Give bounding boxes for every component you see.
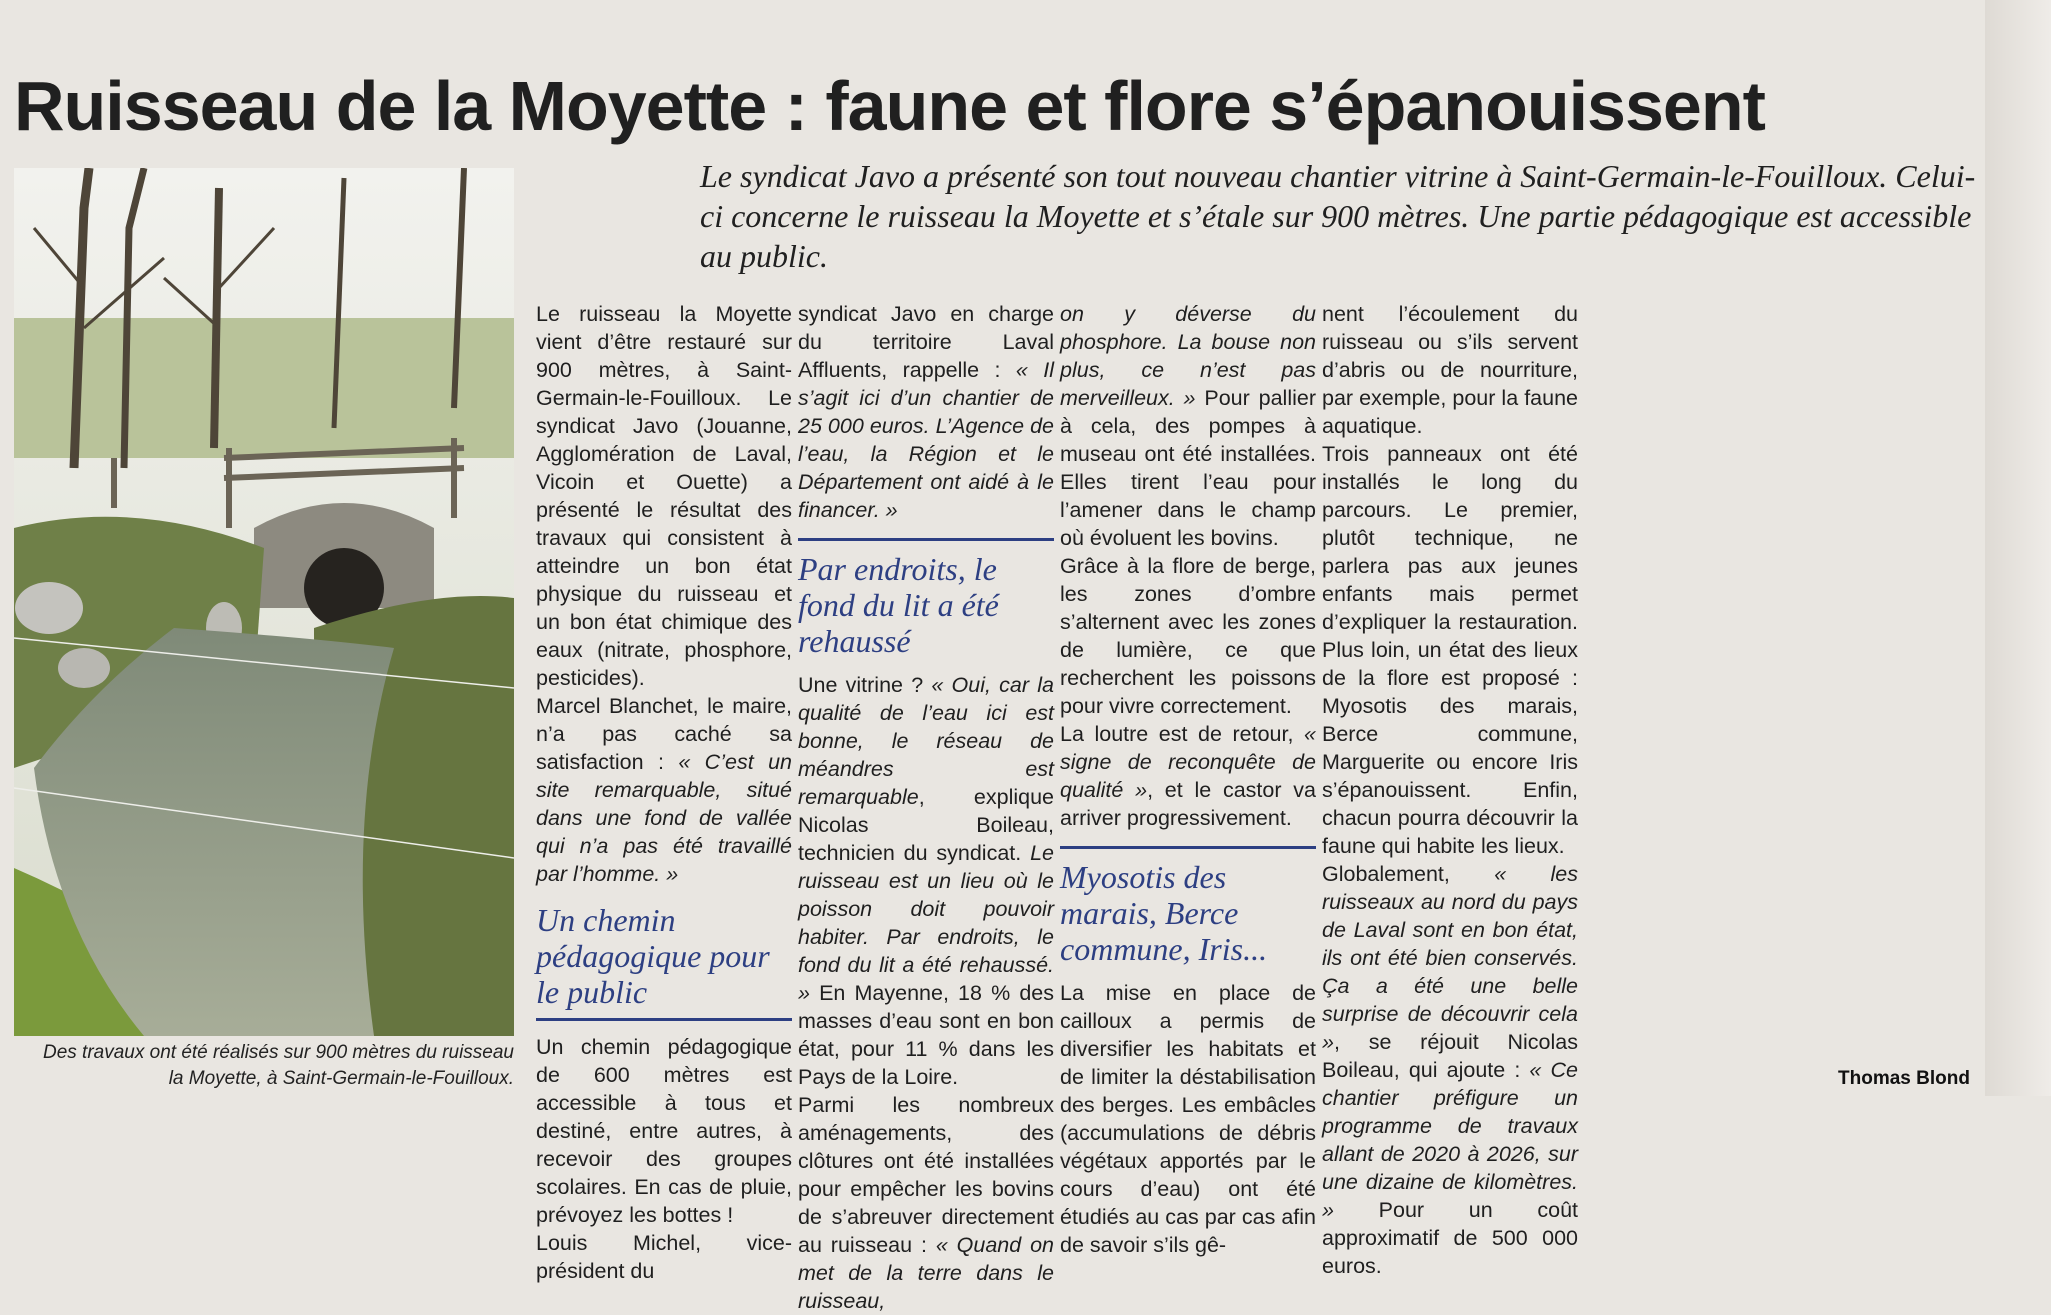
text-run: Globalement,: [1322, 862, 1495, 886]
paragraph: [798, 671, 1054, 1091]
quote: on y déverse du phosphore. La bouse non plus, ce n’est pas merveilleux. »: [1060, 302, 1316, 410]
article-column-2: [798, 300, 1054, 1315]
paragraph: [1060, 300, 1316, 552]
paragraph: [1322, 860, 1578, 1280]
article-column-1: [536, 300, 792, 1285]
paragraph: [798, 300, 1054, 524]
text-run: Pour pallier à cela, des pompes à museau ont été installées. Elles tirent l’eau pour l’amener dans le champ où évoluent les bovins.: [1060, 386, 1316, 550]
text-run: syndicat Javo en charge du territoire Laval Affluents, rappelle :: [798, 302, 1054, 382]
text-run: Parmi les nombreux aménagements, des clôtures ont été installées pour empêcher les bovins de s’abreuver directement au ruisseau :: [798, 1093, 1054, 1257]
paragraph: Trois panneaux ont été installés le long du parcours. Le premier, plutôt technique, ne parlera pas aux jeunes enfants mais permet d’expliquer la restauration. Plus loin, un état des lieux de la flore est proposé : Myosotis des marais, Berce commune, Marguerite ou encore Iris s’épanouissent. Enfin, chacun pourra découvrir la faune qui habite les lieux.: [1322, 442, 1578, 858]
headline: Ruisseau de la Moyette : faune et flore s’épanouissent: [14, 66, 1765, 145]
neighbor-article-edge: [1985, 0, 2051, 1096]
article-column-4: [1322, 300, 1578, 1280]
text-run: En Mayenne, 18 % des masses d’eau sont en bon état, pour 11 % dans les Pays de la Loire.: [798, 981, 1054, 1089]
quote: « C’est un site remarquable, situé dans une fond de vallée qui n’a pas été travaillé par l’homme. »: [536, 750, 792, 886]
paragraph: Un chemin pédagogique de 600 mètres est accessible à tous et destiné, entre autres, à recevoir des groupes scolaires. En cas de pluie, prévoyez les bottes !: [536, 1035, 792, 1227]
caption-line-1: Des travaux ont été réalisés sur 900 mètres du ruisseau: [42, 1042, 514, 1063]
quote: « les ruisseaux au nord du pays de Laval sont en bon état, ils ont été bien conservés. Ça a été une belle surprise de découvrir cela »: [1322, 862, 1578, 1054]
quote: Le ruisseau est un lieu où le poisson doit pouvoir habiter. Par endroits, le fond du lit a été rehaussé. »: [798, 841, 1054, 1005]
quote: « Ce chantier préfigure un programme de travaux allant de 2020 à 2026, sur une dizaine de kilomètres. »: [1322, 1058, 1578, 1222]
paragraph: Grâce à la flore de berge, les zones d’ombre s’alternent avec les zones de lumière, ce que recherchent les poissons pour vivre correctement.: [1060, 554, 1316, 718]
subheading: Un chemin pédagogique pour le public: [536, 902, 792, 1021]
subheading: Par endroits, le fond du lit a été rehaussé: [798, 538, 1054, 659]
subheading: Myosotis des marais, Berce commune, Iris...: [1060, 846, 1316, 967]
paragraph: [536, 692, 792, 888]
stream-culvert-photo: [14, 168, 514, 1036]
paragraph: La mise en place de cailloux a permis de diversifier les habitats et de limiter la déstabilisation des berges. Les embâcles (accumulations de débris végétaux apportés par le cours d’eau) ont été étudiés au cas par cas afin de savoir s’ils gê-: [1060, 981, 1316, 1257]
text-run: , et le castor va arriver progressivement.: [1060, 778, 1316, 830]
quote: « Oui, car la qualité de l’eau ici est bonne, le réseau de méandres est remarquable: [798, 673, 1054, 809]
article-lead: Le syndicat Javo a présenté son tout nouveau chantier vitrine à Saint-Germain-le-Fouilloux. Celui-ci concerne le ruisseau la Moyette et s’étale sur 900 mètres. Une partie pédagogique est accessible au public.: [700, 158, 1976, 274]
text-run: Pour un coût approximatif de 500 000 euros.: [1322, 1198, 1578, 1278]
paragraph: [1060, 720, 1316, 832]
quote: « signe de reconquête de qualité »: [1060, 722, 1316, 802]
author-signature: Thomas Blond: [1838, 1068, 1970, 1089]
article-photo: [14, 168, 514, 1036]
photo-caption: [14, 1040, 514, 1092]
text-run: , explique Nicolas Boileau, technicien du syndicat.: [798, 785, 1054, 865]
text-run: La loutre est de retour,: [1060, 722, 1305, 746]
paragraph: Le ruisseau la Moyette vient d’être restauré sur 900 mètres, à Saint-Germain-le-Fouilloux. Le syndicat Javo (Jouanne, Agglomération de Laval, Vicoin et Ouette) a présenté le résultat des travaux qui consistent à atteindre un bon état physique du ruisseau et un bon état chimique des eaux (nitrate, phosphore, pesticides).: [536, 302, 792, 690]
paragraph: nent l’écoulement du ruisseau ou s’ils servent d’abris ou de nourriture, par exemple, pour la faune aquatique.: [1322, 302, 1578, 438]
paragraph: [798, 1091, 1054, 1315]
quote: « Il s’agit ici d’un chantier de 25 000 euros. L’Agence de l’eau, la Région et le Département ont aidé à le financer. »: [798, 358, 1054, 522]
article-column-3: [1060, 300, 1316, 1259]
quote: « Quand on met de la terre dans le ruisseau,: [798, 1233, 1055, 1313]
caption-line-2: la Moyette, à Saint-Germain-le-Fouilloux.: [168, 1068, 514, 1089]
text-run: Marcel Blanchet, le maire, n’a pas caché sa satisfaction :: [536, 694, 792, 774]
paragraph: Louis Michel, vice-président du: [536, 1231, 792, 1283]
text-run: Une vitrine ?: [798, 673, 932, 697]
text-run: , se réjouit Nicolas Boileau, qui ajoute :: [1322, 1030, 1578, 1082]
